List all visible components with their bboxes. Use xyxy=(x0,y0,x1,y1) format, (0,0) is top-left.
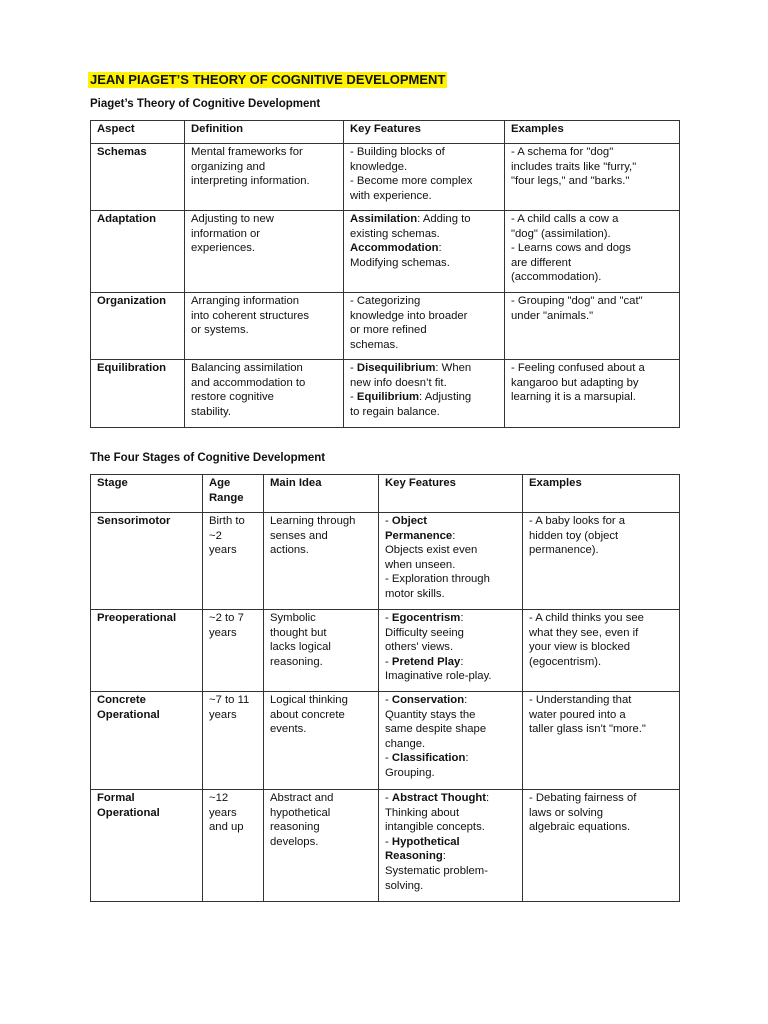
feature-text: - Building blocks of xyxy=(350,146,445,158)
main-idea-cell xyxy=(264,610,379,692)
feature-text: others' views. xyxy=(385,641,454,654)
example-line: are different xyxy=(511,256,572,269)
feature-prefix: - xyxy=(385,792,392,804)
feature-text: : xyxy=(465,752,469,765)
feature-text: Grouping. xyxy=(385,766,435,779)
example-line: (accommodation). xyxy=(511,271,602,284)
example-line: - A schema for "dog" xyxy=(511,146,614,158)
feature-text: knowledge. xyxy=(350,160,408,173)
feature-line xyxy=(385,864,516,879)
feature-line xyxy=(385,737,516,752)
stages-table-row xyxy=(91,692,680,790)
stage-line: Operational xyxy=(97,708,160,721)
stage-line: Preoperational xyxy=(97,612,177,624)
header-examples: Examples xyxy=(505,121,680,144)
feature-text: : xyxy=(442,850,446,863)
feature-line xyxy=(385,766,516,781)
feature-line xyxy=(350,309,498,324)
feature-line xyxy=(385,611,516,626)
header-line: Key Features xyxy=(385,477,456,489)
feature-term: Reasoning xyxy=(385,850,443,863)
stages-table-title: The Four Stages of Cognitive Development xyxy=(90,452,326,464)
theory-table-title: Piaget’s Theory of Cognitive Development xyxy=(90,98,321,110)
idea-line: reasoning. xyxy=(270,655,323,668)
feature-line xyxy=(385,849,516,864)
example-line: - Grouping "dog" and "cat" xyxy=(511,295,643,307)
theory-table-row xyxy=(91,144,680,211)
definition-line: or systems. xyxy=(191,324,249,337)
feature-term: Hypothetical xyxy=(391,835,460,848)
feature-text: to regain balance. xyxy=(350,405,440,418)
aspect-cell: Organization xyxy=(91,293,185,360)
stage-line: Operational xyxy=(97,806,160,819)
feature-line xyxy=(350,256,498,271)
example-line: water poured into a xyxy=(529,708,626,721)
definition-line: Balancing assimilation xyxy=(191,362,303,374)
feature-term: Disequilibrium xyxy=(356,362,436,374)
theory-table-row xyxy=(91,360,680,428)
feature-text: Difficulty seeing xyxy=(385,626,464,639)
feature-line xyxy=(385,708,516,723)
example-line: - A child calls a cow a xyxy=(511,213,619,225)
feature-text: Systematic problem- xyxy=(385,864,488,877)
feature-text: Quantity stays the xyxy=(385,708,476,721)
example-line: learning it is a marsupial. xyxy=(511,391,636,404)
theory-table xyxy=(90,120,680,428)
feature-text: when unseen. xyxy=(385,558,456,571)
feature-text: motor skills. xyxy=(385,587,445,600)
feature-line xyxy=(385,820,516,835)
feature-prefix: - xyxy=(385,655,392,668)
feature-text: same despite shape xyxy=(385,723,487,736)
example-line: - A baby looks for a xyxy=(529,515,626,527)
feature-text: new info doesn’t fit. xyxy=(350,376,447,389)
age-line: years xyxy=(209,626,237,639)
feature-line xyxy=(385,543,516,558)
feature-text: intangible concepts. xyxy=(385,821,485,834)
feature-term: Egocentrism xyxy=(391,612,461,624)
feature-line xyxy=(385,693,516,708)
feature-text: existing schemas. xyxy=(350,227,440,240)
idea-line: about concrete xyxy=(270,708,345,721)
header-line: Examples xyxy=(529,477,582,489)
idea-line: Logical thinking xyxy=(270,694,348,706)
age-line: ~2 to 7 xyxy=(209,612,244,624)
feature-line xyxy=(385,626,516,641)
age-range-cell xyxy=(203,513,264,610)
feature-line xyxy=(385,640,516,655)
feature-text: or more refined xyxy=(350,324,427,337)
header-definition: Definition xyxy=(185,121,344,144)
definition-line: interpreting information. xyxy=(191,175,310,188)
feature-text: : xyxy=(486,792,490,804)
age-line: ~2 xyxy=(209,529,222,542)
feature-line xyxy=(350,294,498,309)
header-line: Age xyxy=(209,477,231,489)
stages-table-row xyxy=(91,790,680,902)
key-features-cell xyxy=(344,211,505,293)
feature-text: : Adjusting xyxy=(419,391,472,404)
key-features-cell xyxy=(379,610,523,692)
feature-text: schemas. xyxy=(350,338,399,351)
feature-text: knowledge into broader xyxy=(350,309,468,322)
feature-text: : When xyxy=(435,362,472,374)
feature-line xyxy=(385,514,516,529)
feature-text: change. xyxy=(385,737,426,750)
feature-line xyxy=(385,558,516,573)
example-line: permanence). xyxy=(529,544,599,557)
feature-line xyxy=(385,669,516,684)
feature-line xyxy=(350,189,498,204)
key-features-cell xyxy=(344,293,505,360)
feature-line xyxy=(350,227,498,242)
feature-line xyxy=(350,145,498,160)
definition-line: information or xyxy=(191,227,261,240)
age-line: ~12 xyxy=(209,792,229,804)
definition-cell xyxy=(185,144,344,211)
feature-line xyxy=(385,655,516,670)
definition-line: into coherent structures xyxy=(191,309,310,322)
stages-table-row xyxy=(91,513,680,610)
idea-line: Abstract and xyxy=(270,792,334,804)
feature-text: - Categorizing xyxy=(350,295,421,307)
example-line: laws or solving xyxy=(529,806,604,819)
definition-line: stability. xyxy=(191,405,231,418)
definition-line: and accommodation to xyxy=(191,376,306,389)
definition-line: restore cognitive xyxy=(191,391,274,404)
feature-text: - Become more complex xyxy=(350,175,473,188)
definition-cell xyxy=(185,211,344,293)
stage-line: Sensorimotor xyxy=(97,515,171,527)
example-line: includes traits like "furry," xyxy=(511,160,637,173)
feature-text: - Exploration through xyxy=(385,573,490,586)
examples-cell xyxy=(523,610,680,692)
header-age-range xyxy=(203,475,264,513)
example-line: - A child thinks you see xyxy=(529,612,644,624)
example-line: "four legs," and "barks." xyxy=(511,175,630,188)
feature-line xyxy=(350,241,498,256)
age-line: and up xyxy=(209,821,244,834)
feature-text: solving. xyxy=(385,879,424,892)
feature-text: Modifying schemas. xyxy=(350,256,450,269)
feature-text: Imaginative role-play. xyxy=(385,670,492,683)
examples-cell xyxy=(523,692,680,790)
feature-line xyxy=(350,390,498,405)
feature-prefix: - xyxy=(385,694,392,706)
aspect-cell: Schemas xyxy=(91,144,185,211)
examples-cell xyxy=(505,360,680,428)
feature-line xyxy=(385,529,516,544)
header-key-features: Key Features xyxy=(344,121,505,144)
feature-line xyxy=(350,174,498,189)
feature-line xyxy=(350,405,498,420)
feature-line xyxy=(385,806,516,821)
age-line: Birth to xyxy=(209,515,245,527)
idea-line: lacks logical xyxy=(270,641,331,654)
example-line: taller glass isn't "more." xyxy=(529,723,646,736)
examples-cell xyxy=(523,513,680,610)
feature-line xyxy=(350,376,498,391)
idea-line: hypothetical xyxy=(270,806,331,819)
definition-line: Adjusting to new xyxy=(191,213,274,225)
feature-prefix: - xyxy=(385,835,392,848)
feature-text: with experience. xyxy=(350,189,432,202)
main-idea-cell xyxy=(264,513,379,610)
header-line: Stage xyxy=(97,477,128,489)
examples-cell xyxy=(523,790,680,902)
feature-term: Permanence xyxy=(385,529,453,542)
header-stage xyxy=(91,475,203,513)
idea-line: reasoning xyxy=(270,821,320,834)
examples-cell xyxy=(505,144,680,211)
stages-table-row xyxy=(91,610,680,692)
header-main-idea xyxy=(264,475,379,513)
main-idea-cell xyxy=(264,692,379,790)
stage-cell xyxy=(91,610,203,692)
example-line: your view is blocked xyxy=(529,641,631,654)
feature-line xyxy=(385,791,516,806)
theory-table-row xyxy=(91,293,680,360)
feature-text: : xyxy=(464,694,468,706)
feature-line xyxy=(385,879,516,894)
key-features-cell xyxy=(379,513,523,610)
idea-line: senses and xyxy=(270,529,328,542)
header-line: Range xyxy=(209,491,244,504)
feature-line xyxy=(385,835,516,850)
feature-line xyxy=(350,361,498,376)
feature-prefix: - xyxy=(385,515,392,527)
definition-line: Mental frameworks for xyxy=(191,146,303,158)
feature-line xyxy=(385,572,516,587)
example-line: under "animals." xyxy=(511,309,594,322)
example-line: (egocentrism). xyxy=(529,655,602,668)
header-aspect: Aspect xyxy=(91,121,185,144)
header-examples xyxy=(523,475,680,513)
idea-line: actions. xyxy=(270,544,309,557)
feature-text: : xyxy=(438,242,442,255)
example-line: kangaroo but adapting by xyxy=(511,376,639,389)
feature-line xyxy=(350,338,498,353)
definition-cell xyxy=(185,293,344,360)
example-line: what they see, even if xyxy=(529,626,639,639)
feature-text: : xyxy=(460,655,464,668)
stages-table-header-row xyxy=(91,475,680,513)
feature-prefix: - xyxy=(350,391,357,404)
aspect-cell: Adaptation xyxy=(91,211,185,293)
main-idea-cell xyxy=(264,790,379,902)
feature-line xyxy=(385,587,516,602)
age-range-cell xyxy=(203,610,264,692)
document-title: JEAN PIAGET’S THEORY OF COGNITIVE DEVELOPMENT xyxy=(90,72,446,87)
age-line: years xyxy=(209,806,237,819)
key-features-cell xyxy=(379,790,523,902)
feature-term: Object xyxy=(391,515,428,527)
examples-cell xyxy=(505,211,680,293)
stage-line: Formal xyxy=(97,792,135,804)
feature-line xyxy=(350,323,498,338)
stages-table xyxy=(90,474,680,902)
feature-text: : Adding to xyxy=(417,213,471,225)
example-line: - Feeling confused about a xyxy=(511,362,645,374)
feature-prefix: - xyxy=(385,752,392,765)
idea-line: events. xyxy=(270,723,307,736)
idea-line: develops. xyxy=(270,835,319,848)
feature-line xyxy=(385,722,516,737)
feature-term: Equilibrium xyxy=(356,391,420,404)
feature-term: Abstract Thought xyxy=(391,792,487,804)
age-range-cell xyxy=(203,790,264,902)
idea-line: Learning through xyxy=(270,515,356,527)
theory-table-row xyxy=(91,211,680,293)
definition-line: organizing and xyxy=(191,160,266,173)
idea-line: Symbolic xyxy=(270,612,316,624)
example-line: hidden toy (object xyxy=(529,529,619,542)
header-line: Main Idea xyxy=(270,477,322,489)
feature-term: Assimilation xyxy=(350,213,418,225)
examples-cell xyxy=(505,293,680,360)
stage-line: Concrete xyxy=(97,694,146,706)
feature-line xyxy=(350,212,498,227)
example-line: "dog" (assimilation). xyxy=(511,227,611,240)
feature-text: Objects exist even xyxy=(385,544,478,557)
age-range-cell xyxy=(203,692,264,790)
key-features-cell xyxy=(344,360,505,428)
example-line: algebraic equations. xyxy=(529,821,631,834)
key-features-cell xyxy=(379,692,523,790)
age-line: years xyxy=(209,544,237,557)
theory-table-header-row xyxy=(91,121,680,144)
definition-line: Arranging information xyxy=(191,295,300,307)
example-line: - Understanding that xyxy=(529,694,632,706)
stage-cell xyxy=(91,692,203,790)
header-key-features xyxy=(379,475,523,513)
key-features-cell xyxy=(344,144,505,211)
feature-text: Thinking about xyxy=(385,806,460,819)
definition-line: experiences. xyxy=(191,242,256,255)
definition-cell xyxy=(185,360,344,428)
feature-line xyxy=(350,160,498,175)
example-line: - Learns cows and dogs xyxy=(511,242,631,255)
feature-term: Conservation xyxy=(391,694,465,706)
age-line: ~7 to 11 xyxy=(209,694,250,706)
feature-text: : xyxy=(460,612,464,624)
example-line: - Debating fairness of xyxy=(529,792,637,804)
feature-prefix: - xyxy=(385,612,392,624)
feature-prefix: - xyxy=(350,362,357,374)
aspect-cell: Equilibration xyxy=(91,360,185,428)
idea-line: thought but xyxy=(270,626,327,639)
feature-text: : xyxy=(452,529,456,542)
feature-line xyxy=(385,751,516,766)
feature-term: Classification xyxy=(391,752,466,765)
feature-term: Accommodation xyxy=(350,242,439,255)
age-line: years xyxy=(209,708,237,721)
stage-cell xyxy=(91,790,203,902)
stage-cell xyxy=(91,513,203,610)
feature-term: Pretend Play xyxy=(391,655,461,668)
